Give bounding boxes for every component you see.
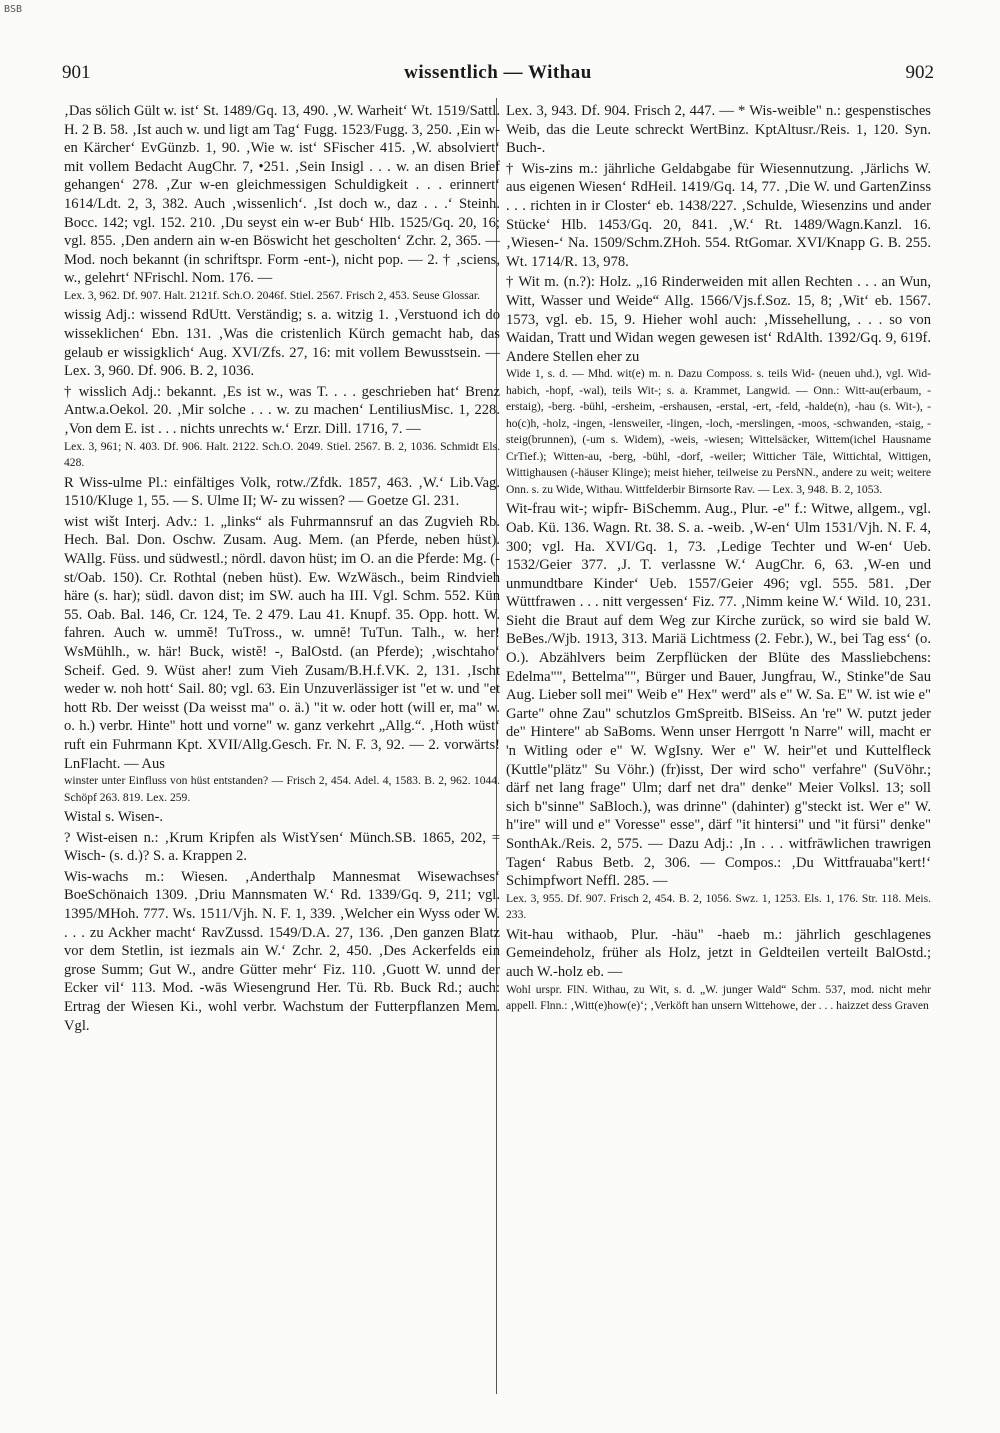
right-column	[506, 102, 931, 1392]
dictionary-entry: † Wis-zins m.: jährliche Geldabgabe für Wiesennutzung. ‚Järlichs W. aus eigenen Wiesen‘ RdHeil. 1419/Gq. 14, 77. ‚Die W. und GartenZinss . . . richten in ir Closter‘ eb. 1438/227. ‚Schulde, Wiesenzins und ander Stücke‘ Hlb. 1453/Gq. 20, 841. ‚W.‘ Rt. 1489/Wagn.Kanzl. 16. ‚Wiesen-‘ Na. 1509/Schm.ZHoh. 554. RtGomar. XVI/Knapp G. B. 255. Wt. 1714/R. 13, 978.	[506, 160, 931, 270]
dictionary-entry: wissig Adj.: wissend RdUtt. Verständig; s. a. witzig 1. ‚Verstuond ich do wisseklichen‘ Ebn. 131. ‚Was die cristenlich Kürch gemacht hab, das gelaub er wissigklich‘ Aug. XVI/Zfs. 27, 16: mit vollem Bewusstsein. — Lex. 3, 960. Df. 906. B. 2, 1036.	[64, 307, 500, 380]
running-title: wissentlich — Withau	[404, 62, 592, 83]
page-number-left: 901	[62, 62, 91, 83]
dictionary-entry: R Wiss-ulme Pl.: einfältiges Volk, rotw./Zfdk. 1857, 463. ‚W.‘ Lib.Vag. 1510/Kluge 1, 55. — S. Ulme II; W- zu wissen? — Goetze Gl. 231.	[64, 474, 500, 510]
page-number-right: 902	[905, 62, 934, 83]
reference-note: winster unter Einfluss von hüst entstanden? — Frisch 2, 454. Adel. 4, 1583. B. 2, 962. 1044. Schöpf 263. 819. Lex. 259.	[64, 774, 500, 804]
dictionary-entry: † Wit m. (n.?): Holz. „16 Rinderweiden mit allen Rechten . . . an Wun, Witt, Wasser und Weide“ Allg. 1566/Vjs.f.Soz. 15, 8; ‚Wit‘ eb. 1567. 1573, vgl. eb. 15, 9. Hieher wohl auch: ‚Missehellung, . . . so von Waidan, Tratt und Widan wegen gewesen ist‘ RdAlth. 1392/Gq. 9, 619f. Andere Stellen eher zu	[506, 274, 931, 365]
page-header	[62, 62, 934, 92]
dictionary-entry: wist wišt Interj. Adv.: 1. „links“ als Fuhrmannsruf an das Zugvieh Rb. Hech. Bal. Don. Oschw. Zusam. Aug. Mem. (an Pferde, neben hüst). WAllg. Füss. und südwestl.; nördl. davon hüst; im O. an die Pferde: Mg. (-st/Oab. 150). Cr. Rothtal (neben hüst). Ew. WzWäsch., beim Rindvieh häre (s. har); südl. davon dist; im SW. auch ha III. Vgl. Schm. 552. Kün 55. Oab. Bal. 146, Cr. 124, Te. 2 479. Lau 41. Knupf. 35. Opp. hott. W. fahren. Auch w. ummĕ! TuTross., w. umnĕ! TuTun. Talh., w. her! WsMühlh., w. här! Buck, wistĕ! -, BalOstd. (an Pferde); ‚wischtaho‘ Scheif. Ged. 9. Wüst aher! zum Vieh Zusam/B.H.f.VK. 2, 131. ‚Ischt weder w. noh hott‘ Sail. 80; vgl. 63. Ein Unzuverlässiger ist "et w. und "et hott Rb. Der weisst (Da weisst ma" o. ä.) "it w. oder hott (will er, ma" w. o. h.) verbr. Hinte" hott und vorne" w. ganz verkehrt „Allg.“. ‚Hoth wüst‘ ruft ein Fuhrmann Kpt. XVII/Allg.Gesch. Fr. N. F. 3, 92. — 2. vorwärts! LnFlacht. — Aus	[64, 513, 500, 772]
reference-note: Lex. 3, 962. Df. 907. Halt. 2121f. Sch.O. 2046f. Stiel. 2567. Frisch 2, 453. Seuse Glossar.	[64, 288, 481, 302]
dictionary-entry: Wit-frau wit-; wipfr- BiSchemm. Aug., Plur. -e" f.: Witwe, allgem., vgl. Oab. Kü. 136. Wagn. Rt. 38. S. a. -weib. ‚W-en‘ Ulm 1531/Vjh. N. F. 4, 300; vgl. Ha. XVI/Gq. 1, 73. ‚Ledige Techter und W-en‘ Ueb. 1532/Geier 377. ‚J. T. verlassne W.‘ AugChr. 6, 63. ‚W-en und unmundtbare Kinder‘ Ueb. 1557/Geier 496; vgl. 555. 581. ‚Der Wüttfrawen . . . nitt vergessen‘ Fiz. 77. ‚Nimm keine W.‘ Wild. 10, 231. Sieht die Braut auf dem Weg zur Kirche zurück, so wird sie bald W. BeBes./Wjb. 1913, 313. Mariä Lichtmess (2. Febr.), W., bei Tag ess‘ (o. O.). Abzählvers beim Zerpflücken der Blüte des Massliebchens: Edelma"", Bettelma"", Bürger und Bauer, Jungfrau, W., Stinke"de Sau Aug. Lieber soll mei" Weib e" Hex" werd" als e" W. Sa. E" W. ist wie e" Garte" ohne Zau" schutzlos GmSpreitb. BlSeiss. An 're" W. putzt jeder de" Hintere" ab SaBoms. Wenn unser Herrgott 'n Narre" will, macht er 'n Witling oder e" W. WgIsny. Wer e" W. heir"et und Kuttelfleck (Kuttle"plätz" Su Vöhr.) (fr)isst, Der wird scho" verfahre" (SuVöhr.; därf net lang frage" Ulm; darf net dra" denke" Meier Volksl. 13; soll sich b"sinne" SaBloch.), was drinne" (dahinter) g"steckt ist. Wer e" W. h"ire" will und e" Voresse" esse", därf "it hintersi" und "it fürsi" denke" SonthAk./Reis. 2, 575. — Dazu Adj.: ‚In . . . witfrāwlichen trawrigen Tagen‘ Rabus Betb. 2, 306. — Compos.: ‚Du Wittfrauaba"kert!‘ Schimpfwort Neffl. 285. —	[506, 501, 931, 890]
reference-note: Lex. 3, 955. Df. 907. Frisch 2, 454. B. 2, 1056. Swz. 1, 1253. Els. 1, 176. Str. 118. Meis. 233.	[506, 891, 931, 922]
left-column	[64, 102, 500, 1392]
dictionary-entry: Wit-hau withaob, Plur. -häu" -haeb m.: jährlich geschlagenes Gemeindeholz, früher als Holz, jetzt in Geldteilen verteilt BalOstd.; auch W.-holz eb. —	[506, 926, 931, 980]
reference-note: Lex. 3, 961; N. 403. Df. 906. Halt. 2122. Sch.O. 2049. Stiel. 2567. B. 2, 1036. Schmidt Els. 428.	[64, 439, 500, 470]
reference-note: Wohl urspr. FlN. Withau, zu Wit, s. d. „W. junger Wald“ Schm. 537, mod. nicht mehr appell. Flnn.: ‚Witt(e)how(e)‘; ‚Verköft han unsern Wittehowe, der . . . haizzet dess Graven	[506, 982, 931, 1013]
dictionary-entry: ? Wist-eisen n.: ‚Krum Kripfen als WistYsen‘ Münch.SB. 1865, 202, = Wisch- (s. d.)? S. a. Krappen 2.	[64, 829, 500, 865]
reference-note: Wide 1, s. d. — Mhd. wit(e) m. n. Dazu Composs. s. teils Wid- (neuen uhd.), vgl. Wid-habich, -hopf, -wal), teils Wit-; s. a. Krammet, Langwid. — Onn.: Witt-au(erbaum, -erstaig), -berg. -bühl, -ersheim, -ershausen, -erstal, -ert, -feld, -halde(n), -hau (s. Wit-), -ho(c)h, -holz, -ingen, -lensweiler, -lingen, -loch, -merslingen, -moos, -schwanden, -staig, -steig(brunnen), (-um s. Widem), -weis, -wiesen; Wittelsäcker, Wittem(ichel Hausname CrTief.); Witten-au, -berg, -bühl, -dorf, -weiler; Witticher Täle, Wittichtal, Wittigen, Wittighausen (-häuser Klinge); meist hieher, teilweise zu PersNN., andere zu weit; weitere Onn. s. zu Wide, Withau. Wittfelderbir Birnsorte Rav. — Lex. 3, 948. B. 2, 1053.	[506, 367, 931, 496]
dictionary-entry: Wis-wachs m.: Wiesen. ‚Anderthalp Mannesmat Wisewachses‘ BoeSchönaich 1309. ‚Driu Mannsmaten W.‘ Rd. 1339/Gq. 9, 211; vgl. 1395/MHoh. 777. Ws. 1511/Vjh. N. F. 1, 339. ‚Welcher ein Wyss oder W. . . . zu Ackher macht‘ RavZussd. 1549/D.A. 27, 136. ‚Den ganzen Blatz vor dem Stetlin, ist iezmals ain W.‘ Zchr. 2, 450. ‚Des Ackerfelds ein grose Summ; Gut W., andre Gütter mehr‘ Fiz. 110. ‚Guott W. unnd der Ecker vil‘ 113. Mod. -wās Wiesengrund Her. Tü. Rb. Buck Rd.; auch: Ertrag der Wiesen Ki., wohl verbr. Wachstum der Futterpflanzen Mem. Vgl.	[64, 868, 500, 1034]
library-stamp: BSB	[4, 4, 23, 15]
dictionary-entry: Wistal s. Wisen-.	[64, 809, 164, 826]
dictionary-entry: ‚Das sölich Gült w. ist‘ St. 1489/Gq. 13, 490. ‚W. Warheit‘ Wt. 1519/Sattl. H. 2 B. 58. ‚Ist auch w. und ligt am Tag‘ Fugg. 1523/Fugg. 3, 250. ‚Ein w-en Kärcher‘ EvGünzb. 1, 90. ‚Wie w. ist‘ SFischer 415. ‚W. absolviert‘ mit vollem Bedacht AugChr. 7, •251. ‚Sein Insigl . . . w. an disen Brief gehangen‘ 278. ‚Zur w-en gleichmessigen Schuldigkeit . . . erinnert‘ 1614/Ldt. 2, 3, 382. Auch ‚wissenlich‘. ‚Ist doch w., daz . . .‘ Steinh. Bocc. 142; vgl. 152. 210. ‚Du seyst ein w-er Bub‘ Hlb. 1525/Gq. 20, 16; vgl. 855. ‚Den andern ain w-en Böswicht het gescholten‘ Zchr. 2, 365. — Mod. noch bekannt (in schriftspr. Form -ent-), nicht pop. — 2. † ‚sciens, w., gelehrt‘ NFrischl. Nom. 176. —	[64, 103, 500, 287]
dictionary-entry: † wisslich Adj.: bekannt. ‚Es ist w., was T. . . . geschrieben hat‘ Brenz Antw.a.Oekol. 20. ‚Mir solche . . . w. zu machen‘ LentiliusMisc. 1, 228. ‚Von dem E. ist . . . nichts unrechts w.‘ Erzr. Dill. 1716, 7. —	[64, 383, 500, 437]
dictionary-entry: Lex. 3, 943. Df. 904. Frisch 2, 447. — * Wis-weible" n.: gespenstisches Weib, das die Leute schreckt WertBinz. KptAltusr./Reis. 1, 120. Syn. Buch-.	[506, 103, 931, 157]
